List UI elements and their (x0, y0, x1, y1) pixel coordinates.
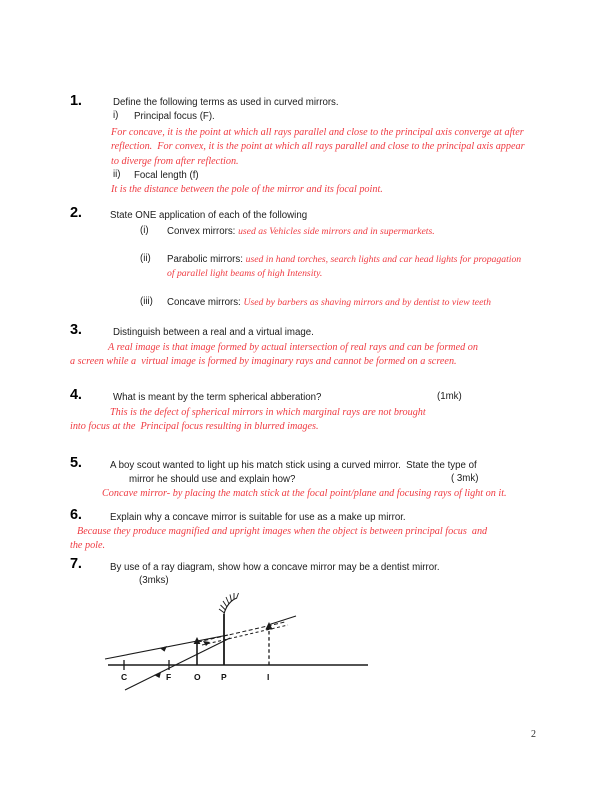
ray-diagram-label-F: F (166, 672, 172, 682)
incident-ray-1-arrowhead (160, 646, 167, 652)
question-2-item-0 (167, 225, 537, 239)
ray-diagram-label-C: C (121, 672, 128, 682)
question-2-item-2-answer: Used by barbers as shaving mirrors and by dentist to view teeth (243, 297, 491, 308)
question-4-prompt: What is meant by the term spherical abberation? (113, 392, 322, 403)
question-1-answer-i: For concave, it is the point at which all rays parallel and close to the principal axis converge at after reflection. For convex, it is the point at which all rays parallel and close to the principal axis appear to diverge from after reflection. (111, 127, 528, 167)
question-6-prompt: Explain why a concave mirror is suitable for use as a make up mirror. (110, 512, 406, 523)
construction-line-dashed-1 (198, 622, 285, 642)
question-6-answer-line2: the pole. (70, 540, 106, 551)
question-1-prompt: Define the following terms as used in curved mirrors. (113, 97, 339, 108)
incident-ray-2-arrowhead (154, 672, 161, 678)
question-2-item-2 (167, 296, 529, 310)
question-3-number: 3. (70, 322, 82, 338)
ray-diagram-svg (100, 592, 420, 702)
ray-diagram-label-P: P (221, 672, 227, 682)
question-2-number: 2. (70, 205, 82, 221)
question-6-number: 6. (70, 507, 82, 523)
question-7-marks: (3mks) (139, 575, 169, 586)
question-1-number: 1. (70, 93, 82, 109)
question-4-marks: (1mk) (437, 391, 462, 402)
question-2-item-0-text: Convex mirrors: (167, 226, 239, 237)
question-7-number: 7. (70, 556, 82, 572)
question-3-prompt: Distinguish between a real and a virtual image. (113, 327, 314, 338)
question-2-item-0-label: (i) (140, 225, 149, 236)
question-2-item-0-answer: used as Vehicles side mirrors and in supermarkets. (238, 226, 435, 237)
question-2-prompt: State ONE application of each of the following (110, 210, 308, 221)
question-1-sub-ii-text: Focal length (f) (134, 170, 199, 181)
reflected-ray-extension (268, 616, 296, 625)
ray-diagram-label-O: O (194, 672, 201, 682)
construction-line-dashed-2 (202, 625, 288, 645)
question-5-answer: Concave mirror- by placing the match stick at the focal point/plane and focusing rays of light on it. (102, 488, 507, 499)
question-2-item-1 (167, 253, 529, 281)
question-2-item-1-text: Parabolic mirrors: (167, 254, 246, 265)
question-1-sub-i-label: i) (113, 110, 119, 121)
question-2-item-1-label: (ii) (140, 253, 151, 264)
question-1-sub-i-text: Principal focus (F). (134, 111, 215, 122)
question-4-number: 4. (70, 387, 82, 403)
question-2-item-2-text: Concave mirrors: (167, 297, 244, 308)
question-6-answer-line1: Because they produce magnified and upright images when the object is between principal focus and (77, 526, 488, 537)
question-5-prompt-line2: mirror he should use and explain how? (129, 474, 296, 485)
question-1-sub-ii-label: ii) (113, 169, 121, 180)
question-5-number: 5. (70, 455, 82, 471)
ray-diagram-label-I: I (267, 672, 270, 682)
incident-ray-2 (125, 638, 230, 690)
question-2-item-1-answer: used in hand torches, search lights and car head lights for propagation of parallel light beams of high Intensity. (167, 254, 524, 280)
question-3-answer-line1: A real image is that image formed by actual intersection of real rays and can be formed on (108, 342, 478, 353)
mirror-hatching (219, 593, 239, 614)
question-5-prompt-line1: A boy scout wanted to light up his match stick using a curved mirror. State the type of (110, 460, 477, 471)
question-2-item-2-label: (iii) (140, 296, 153, 307)
question-4-answer-line2: into focus at the Principal focus resulting in blurred images. (70, 421, 319, 432)
question-7-prompt: By use of a ray diagram, show how a concave mirror may be a dentist mirror. (110, 562, 440, 573)
question-5-marks: ( 3mk) (451, 473, 479, 484)
question-1-answer-ii: It is the distance between the pole of the mirror and its focal point. (111, 184, 383, 195)
virtual-image-arrow-head (265, 622, 272, 630)
question-4-answer-line1: This is the defect of spherical mirrors in which marginal rays are not brought (110, 407, 426, 418)
ray-diagram (100, 592, 420, 702)
question-3-answer-line2: a screen while a virtual image is formed by imaginary rays and cannot be formed on a screen. (70, 356, 457, 367)
page-number: 2 (531, 729, 536, 740)
